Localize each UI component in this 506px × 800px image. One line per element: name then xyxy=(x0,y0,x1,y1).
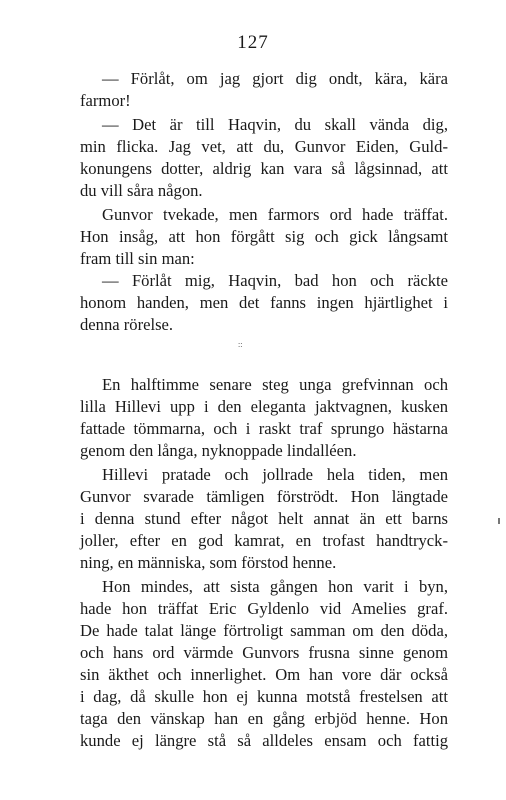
text-line: min flicka. Jag vet, att du, Gunvor Eiden, Guld- xyxy=(80,137,448,156)
text-line: konungens dotter, aldrig kan vara så lågsinnad, att xyxy=(80,159,448,178)
text-line: Hon mindes, att sista gången hon varit i byn, xyxy=(102,577,448,596)
page-number: 127 xyxy=(237,32,269,53)
text-line: En halftimme senare steg unga grefvinnan och xyxy=(102,375,448,394)
text-line: farmor! xyxy=(80,91,131,110)
text-line: De hade talat länge förtroligt samman om den döda, xyxy=(80,621,448,640)
text-line: joller, efter en god kamrat, en trofast handtryck- xyxy=(80,531,448,550)
margin-mark xyxy=(498,518,500,524)
text-line: ning, en människa, som förstod henne. xyxy=(80,553,337,572)
text-line: genom den långa, nyknoppade lindalléen. xyxy=(80,441,357,460)
text-line: du vill såra någon. xyxy=(80,181,203,200)
text-line: i dag, då skulle hon ej kunna motstå frestelsen att xyxy=(80,687,448,706)
text-line: — Förlåt mig, Haqvin, bad hon och räckte xyxy=(102,271,448,290)
text-line: — Det är till Haqvin, du skall vända dig, xyxy=(102,115,448,134)
text-line: Gunvor svarade tämligen förströdt. Hon längtade xyxy=(80,487,448,506)
text-line: och hans ord värmde Gunvors frusna sinne genom xyxy=(80,643,448,662)
text-line: i denna stund efter något helt annat än ett barns xyxy=(80,509,448,528)
text-line: Hillevi pratade och jollrade hela tiden, men xyxy=(102,465,448,484)
text-line: Gunvor tvekade, men farmors ord hade träffat. xyxy=(102,205,448,224)
text-line: sin äkthet och innerlighet. Om han vore där också xyxy=(80,665,448,684)
text-line: hade hon träffat Eric Gyldenlo vid Amelies graf. xyxy=(80,599,448,618)
text-line: honom handen, men det fanns ingen hjärtlighet i xyxy=(80,293,448,312)
text-line: taga den vänskap han en gång erbjöd henne. Hon xyxy=(80,709,448,728)
text-line: fram till sin man: xyxy=(80,249,195,268)
section-break-mark: :: xyxy=(238,340,243,349)
text-line: — Förlåt, om jag gjort dig ondt, kära, kära xyxy=(102,69,448,88)
text-line: Hon insåg, att hon förgått sig och gick långsamt xyxy=(80,227,448,246)
text-line: lilla Hillevi upp i den eleganta jaktvagnen, kusken xyxy=(80,397,448,416)
text-line: denna rörelse. xyxy=(80,315,174,334)
text-line: fattade tömmarna, och i raskt traf sprungo hästarna xyxy=(80,419,448,438)
text-line: kunde ej längre stå så alldeles ensam och fattig xyxy=(80,731,448,750)
